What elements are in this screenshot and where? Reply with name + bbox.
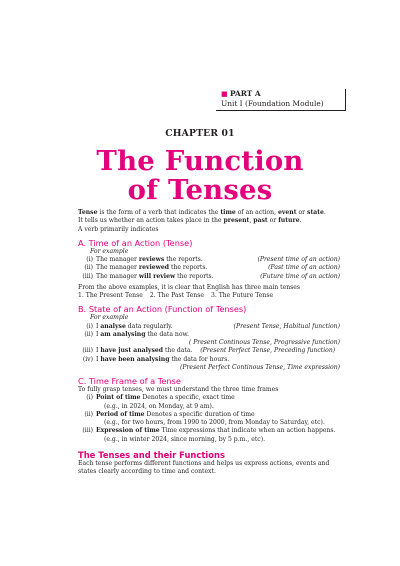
chapter-title-line-1: The Function <box>96 145 304 177</box>
chapter-body <box>78 209 340 476</box>
intro-line-3: A verb primarily indicates <box>78 225 159 233</box>
square-bullet-icon: ■ <box>221 90 228 98</box>
example-item: (iii) The manager will review the reports. (Future time of an action) <box>82 272 340 280</box>
section-d-heading: The Tenses and their Functions <box>78 449 225 460</box>
example-item: (ii) I am analysing the data now. <box>84 330 189 338</box>
intro-line-2: It tells us whether an action takes place in the present, past or future. <box>78 217 302 225</box>
example-item: (i) The manager reviews the reports. (Present time of an action) <box>86 256 340 263</box>
example-item: (iii) I have just analysed the data. (Present Perfect Tense, Preceding function) <box>82 347 336 355</box>
time-frame-example: (e.g., in winter 2024, since morning, by 5 p.m., etc). <box>104 435 266 443</box>
section-d-line-1: Each tense performs different functions and helps us express actions, events and <box>78 459 330 467</box>
example-note: ( Present Continous Tense, Progressive function) <box>188 339 340 346</box>
section-c-lead: To fully grasp tenses, we must understand the three time frames <box>78 386 279 393</box>
time-frame-example: (e.g., for two hours, from 1990 to 2000, from Monday to Saturday, etc). <box>104 419 325 426</box>
chapter-number: CHAPTER 01 <box>165 128 235 139</box>
section-a-heading: A. Time of an Action (Tense) <box>78 237 193 248</box>
time-frame-item: (iii) Expression of time Time expressions that indicate when an action happens. <box>82 427 336 435</box>
part-unit-box <box>216 89 346 111</box>
time-frame-item: (ii) Period of time Denotes a specific duration of time <box>84 410 255 418</box>
for-example-label: For example <box>90 247 129 255</box>
tenses-list: 1. The Present Tense 2. The Past Tense 3. The Future Tense <box>78 292 274 299</box>
example-item: (i) I analyse data regularly. (Present Tense, Habitual function) <box>86 322 340 330</box>
section-a-summary: From the above examples, it is clear that English has three main tenses <box>78 283 301 291</box>
section-b-heading: B. State of an Action (Function of Tenses) <box>78 304 247 315</box>
example-note: (Present Perfect Continous Tense, Time expression) <box>180 363 340 371</box>
intro-line-1: Tense is the form of a verb that indicates the time of an action, event or state. <box>78 209 326 216</box>
chapter-title <box>0 147 400 205</box>
for-example-label: For example <box>90 314 129 322</box>
chapter-title-line-2: of Tenses <box>127 174 273 206</box>
section-d-line-2: states clearly according to time and context. <box>78 468 216 475</box>
time-frame-example: (e.g., in 2024, on Monday, at 9 am). <box>104 402 214 410</box>
unit-label: Unit I (Foundation Module) <box>221 99 324 108</box>
time-frame-item: (i) Point of time Denotes a specific, exact time <box>86 394 235 402</box>
part-label: PART A <box>229 89 261 98</box>
section-c-heading: C. Time Frame of a Tense <box>78 376 181 386</box>
example-item: (iv) I have been analysing the data for hours. <box>82 355 230 363</box>
example-item: (ii) The manager reviewed the reports. (Past time of an action) <box>84 264 340 272</box>
